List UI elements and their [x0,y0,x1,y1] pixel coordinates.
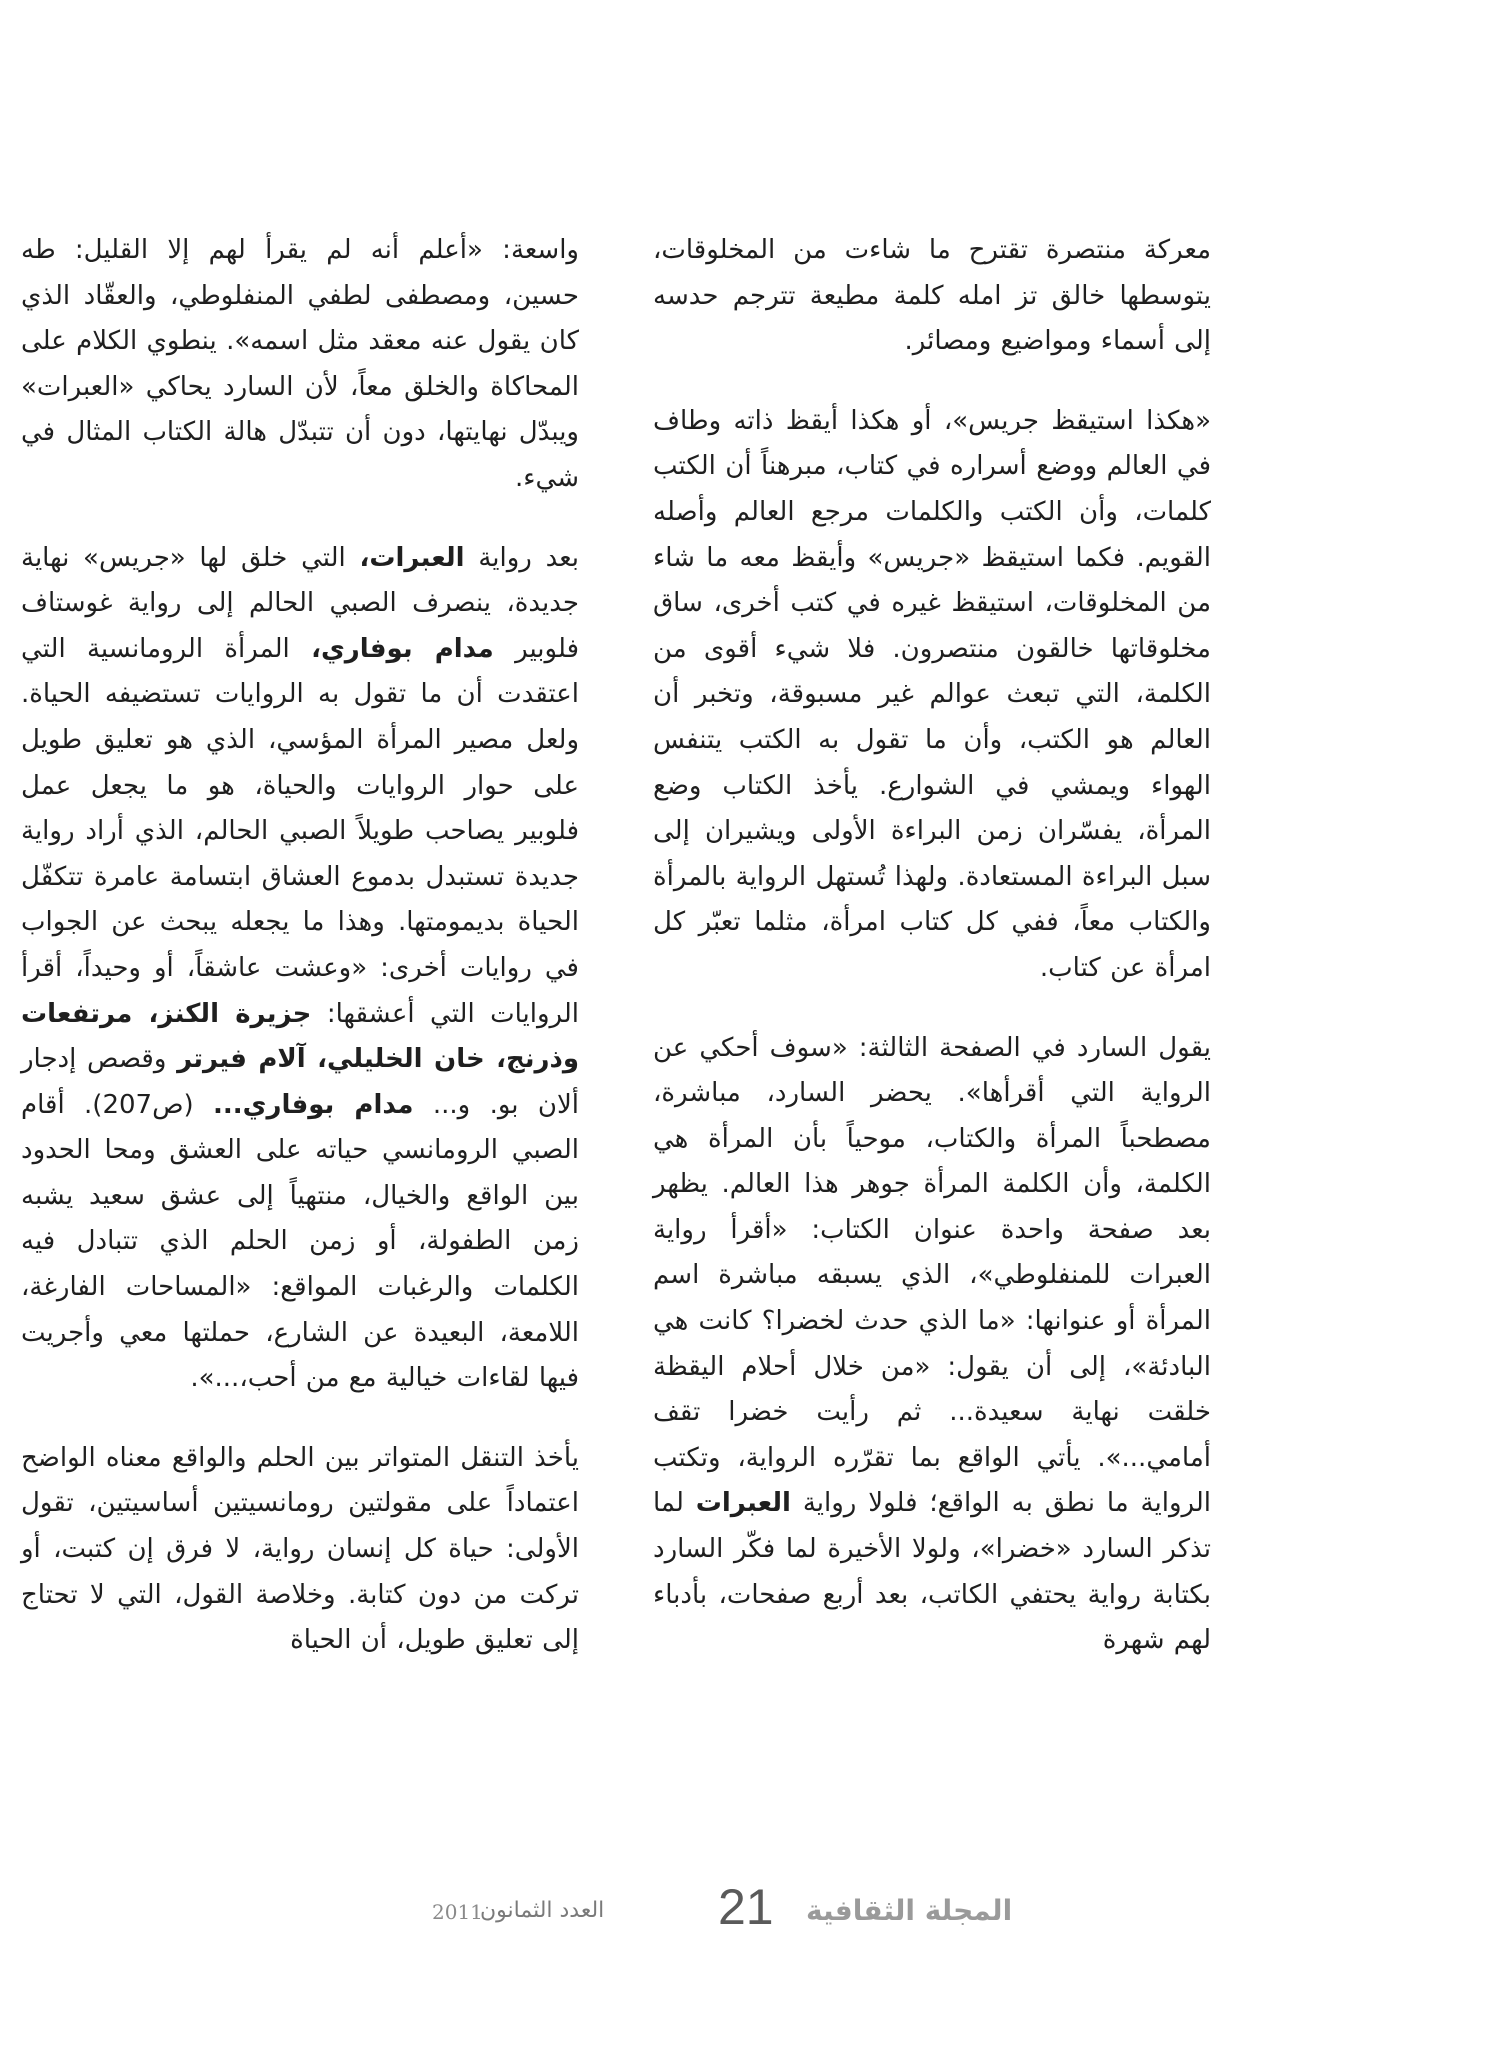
paragraph: يأخذ التنقل المتواتر بين الحلم والواقع معناه الواضح اعتماداً على مقولتين رومانسيتين أساسيتين، تقول الأولى: حياة كل إنسان رواية، لا فرق إن كتبت، أو تركت من دون كتابة. وخلاصة القول، التي لا تحتاج إلى تعليق طويل، أن الحياة [21,1442,579,1656]
paragraph: واسعة: «أعلم أنه لم يقرأ لهم إلا القليل: طه حسين، ومصطفى لطفي المنفلوطي، والعقّاد الذي كان يقول عنه معقد مثل اسمه». ينطوي الكلام على المحاكاة والخلق معاً، لأن السارد يحاكي «العبرات» ويبدّل نهايتها، دون أن تتبدّل هالة الكتاب المثال في شيء. [21,235,579,493]
book-titles: جزيرة الكنز، مرتفعات وذرنج، خان الخليلي، آلام فيرتر [21,998,580,1075]
paragraph-text: التي خلق لها «جريس» نهاية جديدة، ينصرف الصبي الحالم إلى رواية غوستاف فلوبير [21,542,580,664]
paragraph [21,536,579,1402]
paragraph-text: يقول السارد في الصفحة الثالثة: «سوف أحكي عن الرواية التي أقرأها». يحضر السارد، مباشرة، مصطحباً المرأة والكتاب، موحياً بأن المرأة هي الكلمة، وأن الكلمة المرأة جوهر هذا العالم. يظهر بعد صفحة واحدة عنوان الكتاب: «أقرأ رواية العبرات للمنفلوطي»، الذي يسبقه مباشرة اسم المرأة أو عنوانها: «ما الذي حدث لخضرا؟ كانت هي البادئة»، إلى أن يقول: «من خلال أحلام اليقظة خلقت نهاية سعيدة... ثم رأيت خضرا تقف أمامي...». يأتي الواقع بما تقرّره الرواية، وتكتب الرواية ما نطق به الواقع؛ فلولا رواية [653,1032,1212,1519]
paragraph-text: لما تذكر السارد «خضرا»، ولولا الأخيرة لما فكّر السارد بكتابة رواية يحتفي الكاتب، بعد أربع صفحات، بأدباء لهم شهرة [653,1488,1211,1656]
paragraph [653,1026,1211,1664]
book-title: مدام بوفاري، [311,633,494,664]
footer-issue: العدد الثمانون [480,1898,605,1923]
footer-year: 2011 [432,1900,483,1924]
paragraph-text: المرأة الرومانسية التي اعتقدت أن ما تقول به الروايات تستضيفه الحياة. ولعل مصير المرأة المؤسي، الذي هو تعليق طويل على حوار الروايات والحياة، هو ما يجعل عمل فلوبير يصاحب طويلاً الصبي الحالم، الذي أراد رواية جديدة تستبدل بدموع العشاق ابتسامة عامرة تتكفّل الحياة بديمومتها. وهذا ما يجعله يبحث عن الجواب في روايات أخرى: «وعشت عاشقاً، أو وحيداً، أقرأ الروايات التي أعشقها: [21,633,580,1029]
text-column-right [653,228,1211,1664]
paragraph-text: بعد رواية [478,542,580,573]
book-title: العبرات [695,1488,791,1519]
paragraph-text: وقصص إدجار ألان بو. و... [21,1044,579,1120]
book-title: العبرات، [359,542,465,573]
text-column-left [21,228,579,1664]
paragraph: «هكذا استيقظ جريس»، أو هكذا أيقظ ذاته وطاف في العالم ووضع أسراره في كتاب، مبرهناً أن الكتب كلمات، وأن الكتب والكلمات مرجع العالم وأصله القويم. فكما استيقظ «جريس» وأيقظ معه ما شاء من المخلوقات، استيقظ غيره في كتب أخرى، ساق مخلوقاتها خالقون منتصرون. فلا شيء أقوى من الكلمة، التي تبعث عوالم غير مسبوقة، وتخبر أن العالم هو الكتب، وأن ما تقول به الكتب يتنفس الهواء ويمشي في الشوارع. يأخذ الكتاب وضع المرأة، يفسّران زمن البراءة الأولى ويشيران إلى سبل البراءة المستعادة. ولهذا تُستهل الرواية بالمرأة والكتاب معاً، ففي كل كتاب امرأة، مثلما تعبّر كل امرأة عن كتاب. [653,405,1211,983]
paragraph-text: (ص207). أقام الصبي الرومانسي حياته على العشق ومحا الحدود بين الواقع والخيال، منتهياً إلى عشق سعيد يشبه زمن الطفولة، أو زمن الحلم الذي تتبادل فيه الكلمات والرغبات المواقع: «المساحات الفارغة، اللامعة، البعيدة عن الشارع، حملتها معي وأجريت فيها لقاءات خيالية مع من أحب،...». [21,1089,579,1394]
paragraph: معركة منتصرة تقترح ما شاءت من المخلوقات، يتوسطها خالق تز امله كلمة مطيعة تترجم حدسه إلى أسماء ومواضيع ومصائر. [653,235,1211,357]
book-title: مدام بوفاري... [213,1089,414,1120]
page-number: 21 [718,1879,774,1935]
magazine-name: المجلة الثقافية [806,1894,1013,1927]
page-footer [0,1880,1497,1940]
